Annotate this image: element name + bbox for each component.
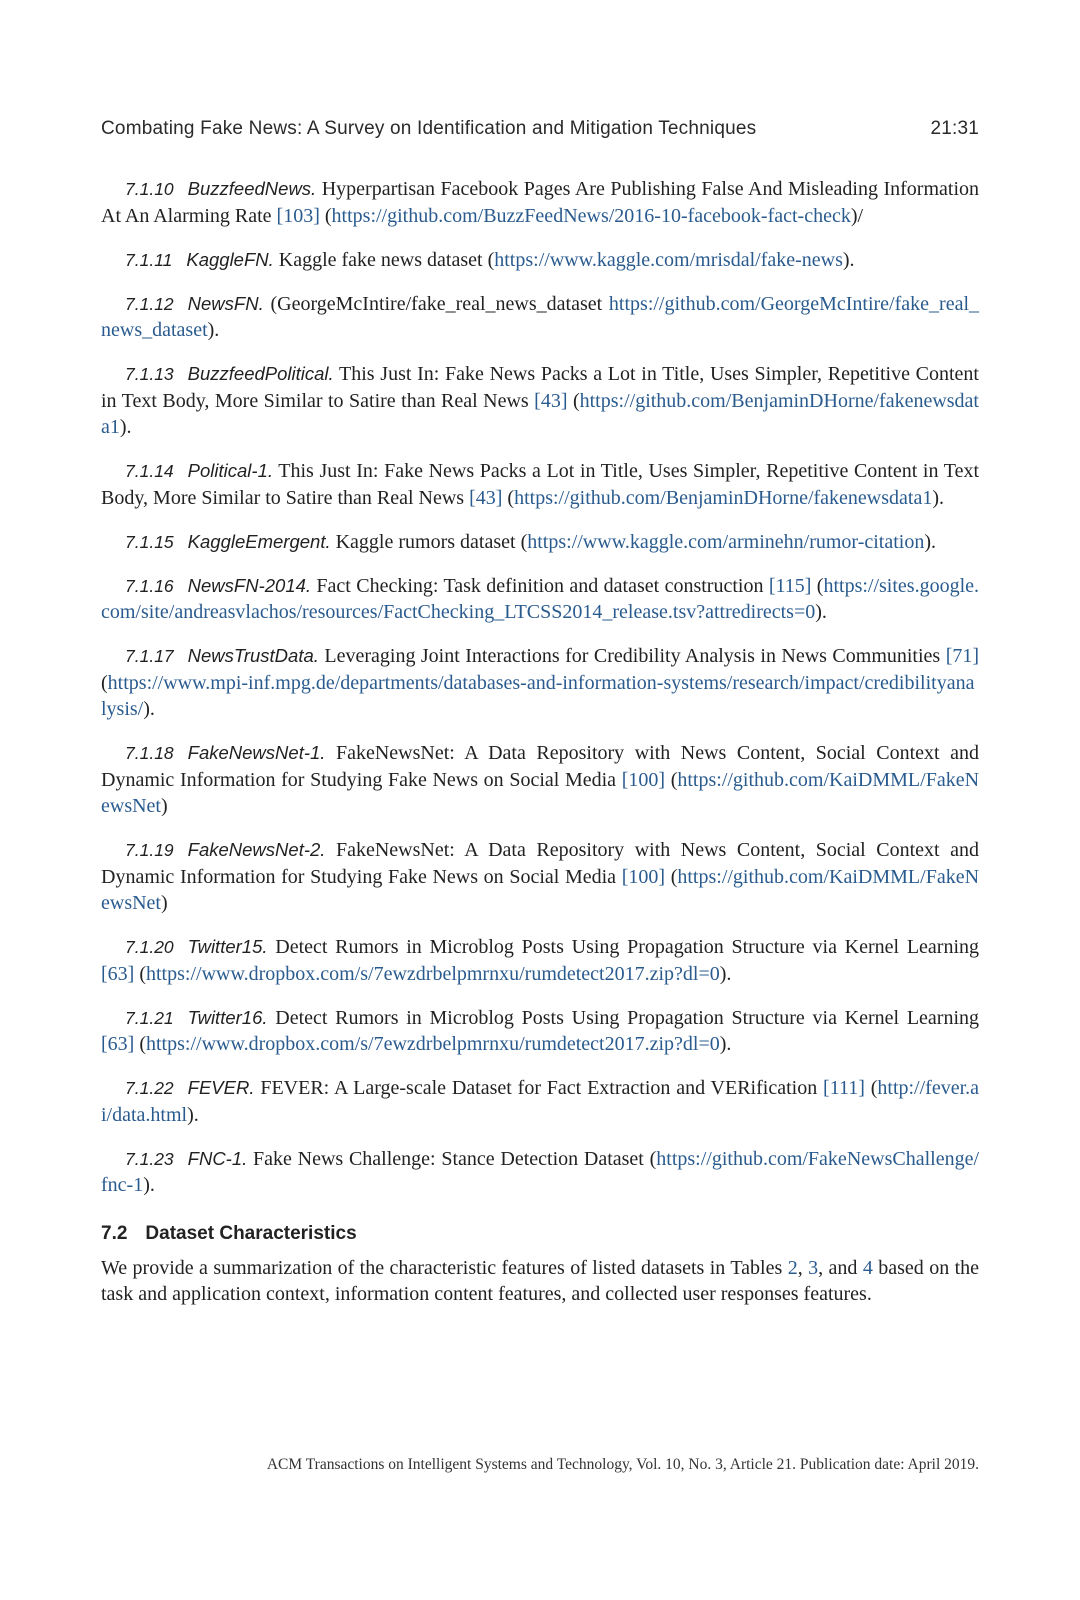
page-content: [101, 176, 979, 1308]
dataset-entry: 7.1.15 KaggleEmergent. Kaggle rumors dataset (https://www.kaggle.com/arminehn/rumor-citation).: [125, 530, 937, 553]
dataset-url-link[interactable]: https://github.com/KaiDMML/FakeNewsNet: [101, 768, 980, 817]
citation-link[interactable]: [115]: [768, 574, 812, 597]
entry-number: 7.1.17: [125, 646, 174, 666]
citation-link[interactable]: [100]: [621, 768, 666, 791]
entry-closing: ).: [932, 486, 945, 509]
entry-title: NewsTrustData.: [187, 645, 319, 666]
citation-link[interactable]: [63]: [101, 962, 135, 985]
entry-description: Fact Checking: Task definition and dataset construction: [316, 574, 764, 597]
entry-number: 7.1.12: [125, 293, 174, 314]
entry-title: FEVER.: [187, 1077, 255, 1098]
entry-description: This Just In: Fake News Packs a Lot in Title, Uses Simpler, Repetitive Content in Text Body, More Similar to Satire than Real News: [101, 363, 979, 412]
dataset-url-link[interactable]: https://www.dropbox.com/s/7ewzdrbelpmrnxu/rumdetect2017.zip?dl=0: [146, 962, 720, 985]
entry-closing: ).: [842, 248, 855, 271]
dataset-url-link[interactable]: https://github.com/KaiDMML/FakeNewsNet: [101, 865, 980, 914]
entry-closing: )/: [850, 204, 864, 227]
entry-closing: ): [160, 892, 168, 914]
entry-description: Leveraging Joint Interactions for Credibility Analysis in News Communities: [324, 645, 941, 667]
entry-number: 7.1.16: [125, 575, 174, 596]
dataset-entry: 7.1.23 FNC-1. Fake News Challenge: Stance Detection Dataset (https://github.com/FakeNewsChallenge/fnc-1).: [101, 1147, 979, 1196]
dataset-url-link[interactable]: https://www.kaggle.com/mrisdal/fake-news: [494, 248, 843, 271]
citation-link[interactable]: [43]: [534, 389, 568, 412]
dataset-url-link[interactable]: https://github.com/BenjaminDHorne/fakenewsdata1: [101, 389, 979, 438]
citation-link[interactable]: [43]: [469, 486, 503, 509]
entry-number: 7.1.11: [125, 249, 173, 270]
entry-closing: ).: [924, 530, 937, 553]
header-title: Combating Fake News: A Survey on Identification and Mitigation Techniques: [101, 118, 757, 139]
entry-description: Kaggle fake news dataset: [278, 248, 483, 271]
entry-closing: ).: [719, 1033, 732, 1055]
section-heading: [101, 1223, 979, 1245]
entry-description: Kaggle rumors dataset: [335, 530, 516, 553]
entry-title: FakeNewsNet-1.: [187, 742, 326, 763]
entry-title: KaggleEmergent.: [187, 530, 331, 552]
dataset-entry: 7.1.13 BuzzfeedPolitical. This Just In: Fake News Packs a Lot in Title, Uses Simpler, Repetitive Content in Text Body, More Similar to Satire than Real News [43] (https://github.com/BenjaminDHorne/fakenewsdata1).: [101, 363, 979, 438]
entry-title: Political-1.: [187, 460, 273, 481]
entry-description: Hyperpartisan Facebook Pages Are Publishing False And Misleading Information At An Alarming Rate: [101, 178, 980, 227]
dataset-entry: 7.1.10 BuzzfeedNews. Hyperpartisan Facebook Pages Are Publishing False And Misleading Information At An Alarming Rate [103] (https://github.com/BuzzFeedNews/2016-10-facebook-fact-check)/: [101, 178, 980, 227]
entry-description: This Just In: Fake News Packs a Lot in Title, Uses Simpler, Repetitive Content in Text Body, More Similar to Satire than Real News: [101, 460, 980, 509]
page-number: 21:31: [930, 118, 979, 139]
dataset-url-link[interactable]: https://github.com/BuzzFeedNews/2016-10-facebook-fact-check: [331, 204, 851, 227]
dataset-entry: 7.1.22 FEVER. FEVER: A Large-scale Dataset for Fact Extraction and VERification [111] (http://fever.ai/data.html).: [101, 1077, 980, 1126]
dataset-url-link[interactable]: https://www.kaggle.com/arminehn/rumor-citation: [527, 530, 925, 553]
entry-description: Fake News Challenge: Stance Detection Dataset: [253, 1147, 644, 1170]
citation-link[interactable]: [71]: [945, 645, 980, 667]
dataset-url-link[interactable]: https://www.dropbox.com/s/7ewzdrbelpmrnxu/rumdetect2017.zip?dl=0: [146, 1033, 720, 1055]
entry-title: NewsFN-2014.: [187, 574, 312, 596]
entry-description: FakeNewsNet: A Data Repository with News Content, Social Context and Dynamic Information for Studying Fake News on Social Media: [101, 839, 979, 888]
entry-title: Twitter15.: [187, 936, 268, 957]
dataset-url-link[interactable]: http://fever.ai/data.html: [101, 1077, 980, 1126]
table-link-3[interactable]: 3: [808, 1256, 819, 1279]
section-number: 7.2: [101, 1222, 128, 1244]
dataset-entry: 7.1.17 NewsTrustData. Leveraging Joint Interactions for Credibility Analysis in News Communities [71] (https://www.mpi-inf.mpg.de/departments/databases-and-information-systems/research/impact/credibilityanalysis/).: [101, 645, 980, 720]
entry-closing: ): [160, 795, 168, 817]
entry-description: Detect Rumors in Microblog Posts Using Propagation Structure via Kernel Learning: [275, 1006, 980, 1029]
dataset-url-link[interactable]: https://github.com/GeorgeMcIntire/fake_real_news_dataset: [101, 292, 979, 341]
entry-closing: ).: [719, 962, 732, 985]
entry-title: NewsFN.: [187, 292, 264, 314]
dataset-entry: 7.1.11 KaggleFN. Kaggle fake news dataset (https://www.kaggle.com/mrisdal/fake-news).: [125, 248, 855, 271]
entry-number: 7.1.23: [125, 1148, 174, 1169]
section-title: Dataset Characteristics: [145, 1222, 357, 1244]
paragraph-text-a: We provide a summarization of the characteristic features of listed datasets in Tables: [101, 1256, 783, 1279]
running-header: [101, 118, 979, 140]
page-footer: ACM Transactions on Intelligent Systems and Technology, Vol. 10, No. 3, Article 21. Publication date: April 2019.: [266, 1456, 979, 1473]
dataset-entry: 7.1.14 Political-1. This Just In: Fake News Packs a Lot in Title, Uses Simpler, Repetitive Content in Text Body, More Similar to Satire than Real News [43] (https://github.com/BenjaminDHorne/fakenewsdata1).: [101, 460, 980, 509]
entry-number: 7.1.19: [125, 840, 174, 860]
dataset-url-link[interactable]: https://github.com/BenjaminDHorne/fakenewsdata1: [514, 486, 933, 509]
entry-number: 7.1.13: [125, 364, 174, 384]
entry-number: 7.1.14: [125, 461, 174, 481]
entry-description: Detect Rumors in Microblog Posts Using Propagation Structure via Kernel Learning: [275, 936, 980, 958]
citation-link[interactable]: [103]: [276, 204, 320, 227]
table-link-2[interactable]: 2: [787, 1256, 798, 1279]
entry-title: BuzzfeedNews.: [187, 178, 317, 199]
entry-title: FakeNewsNet-2.: [187, 839, 326, 860]
dataset-url-link[interactable]: https://sites.google.com/site/andreasvlachos/resources/FactChecking_LTCSS2014_release.tsv?attredirects=0: [101, 574, 980, 623]
entry-description: FakeNewsNet: A Data Repository with News Content, Social Context and Dynamic Information for Studying Fake News on Social Media: [101, 742, 979, 791]
paragraph-text-b: based on the task and application context, information content features, and collected user responses features.: [101, 1256, 980, 1305]
entry-description: (GeorgeMcIntire/fake_real_news_dataset: [270, 292, 603, 315]
entry-closing: ).: [187, 1103, 199, 1126]
dataset-entry: 7.1.16 NewsFN-2014. Fact Checking: Task definition and dataset construction [115] (https://sites.google.com/site/andreasvlachos/resources/FactChecking_LTCSS2014_release.tsv?attredirects=0).: [101, 574, 980, 623]
entry-number: 7.1.20: [125, 937, 174, 957]
entry-description: FEVER: A Large-scale Dataset for Fact Extraction and VERification: [260, 1077, 818, 1099]
entry-number: 7.1.21: [125, 1007, 174, 1028]
section-paragraph: [101, 1255, 979, 1308]
dataset-entry: 7.1.21 Twitter16. Detect Rumors in Microblog Posts Using Propagation Structure via Kernel Learning [63] (https://www.dropbox.com/s/7ewzdrbelpmrnxu/rumdetect2017.zip?dl=0).: [101, 1006, 980, 1055]
table-link-4[interactable]: 4: [862, 1256, 873, 1279]
entry-number: 7.1.18: [125, 743, 174, 763]
entry-closing: ).: [207, 319, 220, 341]
dataset-entry: 7.1.19 FakeNewsNet-2. FakeNewsNet: A Data Repository with News Content, Social Context and Dynamic Information for Studying Fake News on Social Media [100] (https://github.com/KaiDMML/FakeNewsNet): [101, 839, 980, 914]
entry-closing: ).: [143, 1174, 155, 1196]
entry-title: KaggleFN.: [186, 248, 274, 270]
entry-number: 7.1.22: [125, 1078, 174, 1098]
dataset-list: [101, 176, 979, 1199]
citation-link[interactable]: [100]: [621, 865, 666, 888]
entry-number: 7.1.15: [125, 531, 174, 552]
dataset-url-link[interactable]: https://github.com/FakeNewsChallenge/fnc-1: [101, 1147, 979, 1196]
dataset-url-link[interactable]: https://www.mpi-inf.mpg.de/departments/databases-and-information-systems/research/impact/credibilityanalysis/: [101, 671, 975, 720]
entry-closing: ).: [143, 698, 155, 720]
citation-link[interactable]: [111]: [823, 1077, 865, 1099]
entry-number: 7.1.10: [125, 179, 174, 199]
dataset-entry: [101, 291, 979, 344]
dataset-entry: 7.1.20 Twitter15. Detect Rumors in Microblog Posts Using Propagation Structure via Kernel Learning [63] (https://www.dropbox.com/s/7ewzdrbelpmrnxu/rumdetect2017.zip?dl=0).: [101, 936, 980, 985]
citation-link[interactable]: [63]: [101, 1033, 135, 1055]
sep-2: , and: [818, 1256, 858, 1279]
entry-title: Twitter16.: [187, 1006, 268, 1028]
entry-title: BuzzfeedPolitical.: [187, 363, 334, 384]
entry-closing: ).: [815, 601, 827, 623]
sep-1: ,: [797, 1256, 803, 1279]
dataset-entry: 7.1.18 FakeNewsNet-1. FakeNewsNet: A Data Repository with News Content, Social Context and Dynamic Information for Studying Fake News on Social Media [100] (https://github.com/KaiDMML/FakeNewsNet): [101, 742, 980, 817]
entry-title: FNC-1.: [187, 1147, 248, 1169]
entry-closing: ).: [119, 416, 132, 438]
